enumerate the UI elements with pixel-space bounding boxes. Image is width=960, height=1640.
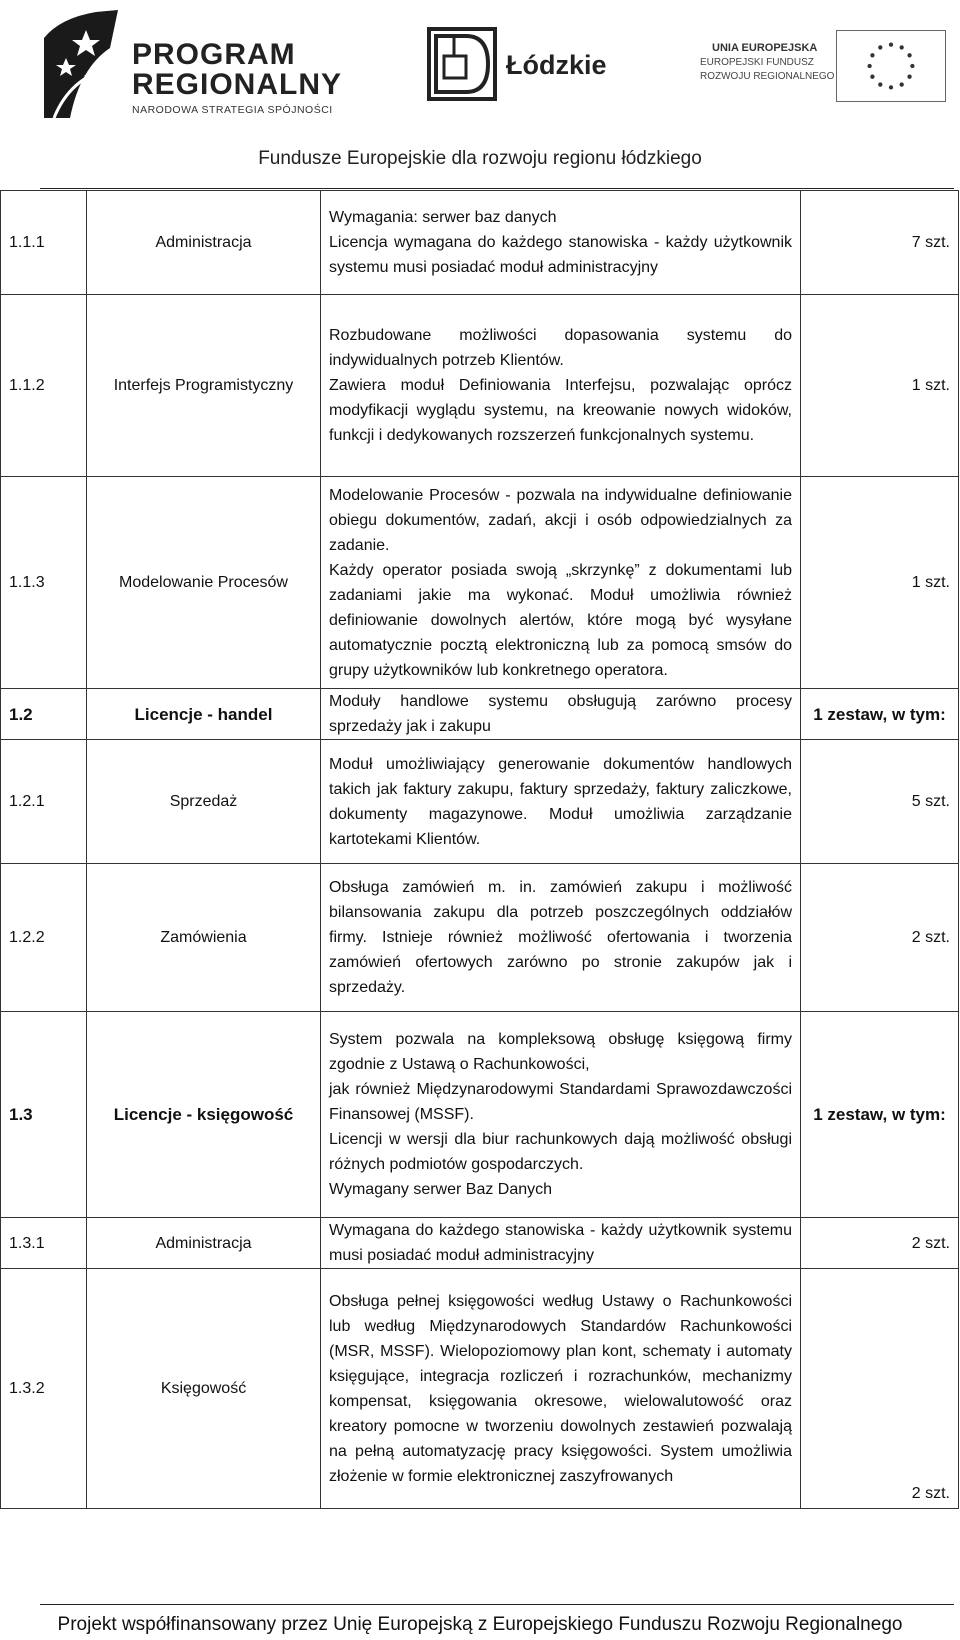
item-name: Sprzedaż xyxy=(87,740,321,864)
item-number: 1.2 xyxy=(1,689,87,740)
item-description xyxy=(321,295,801,477)
item-number: 1.1.1 xyxy=(1,191,87,295)
eu-star-icon xyxy=(878,45,882,49)
description-paragraph: Rozbudowane możliwości dopasowania systemu do indywidualnych potrzeb Klientów. xyxy=(329,327,792,369)
ue-line-2: EUROPEJSKI FUNDUSZ xyxy=(700,57,814,68)
item-number: 1.3.2 xyxy=(1,1269,87,1509)
table-row xyxy=(1,689,959,740)
item-name: Modelowanie Procesów xyxy=(87,477,321,689)
item-quantity: 1 zestaw, w tym: xyxy=(801,1012,959,1218)
table-row xyxy=(1,477,959,689)
item-name: Księgowość xyxy=(87,1269,321,1509)
table-row xyxy=(1,1218,959,1269)
description-paragraph: Obsługa zamówień m. in. zamówień zakupu i możliwość bilansowania zakupu dla potrzeb poszczególnych oddziałów firmy. Istnieje również możliwość ofertowania i tworzenia zamówień ofertowych zarówno po stronie zakupów jak i sprzedaży. xyxy=(329,879,792,996)
item-number: 1.3 xyxy=(1,1012,87,1218)
item-description xyxy=(321,477,801,689)
eu-flag-icon xyxy=(836,30,946,102)
item-description xyxy=(321,1012,801,1218)
item-quantity: 1 zestaw, w tym: xyxy=(801,689,959,740)
description-paragraph: Wymagany serwer Baz Danych xyxy=(329,1181,553,1198)
description-paragraph: Modelowanie Procesów - pozwala na indywidualne definiowanie obiegu dokumentów, zadań, akcji i osób odpowiedzialnych za zadanie. xyxy=(329,486,792,554)
description-paragraph: Licencja wymagana do każdego stanowiska - każdy użytkownik systemu musi posiadać moduł administracyjny xyxy=(329,234,792,276)
specification-table xyxy=(0,190,959,1509)
item-name: Licencje - handel xyxy=(87,689,321,740)
item-number: 1.2.1 xyxy=(1,740,87,864)
item-description xyxy=(321,740,801,864)
program-line-2: REGIONALNY xyxy=(132,68,343,101)
item-name: Zamówienia xyxy=(87,864,321,1012)
program-emblem-icon xyxy=(40,8,120,120)
subheader-title: Fundusze Europejskie dla rozwoju regionu łódzkiego xyxy=(258,148,702,169)
eu-star-icon xyxy=(870,75,874,79)
ue-logo xyxy=(700,30,950,102)
item-name: Administracja xyxy=(87,191,321,295)
table-row xyxy=(1,864,959,1012)
description-paragraph: jak również Międzynarodowymi Standardami Sprawozdawczości Finansowej (MSSF). xyxy=(329,1081,792,1123)
item-name: Licencje - księgowość xyxy=(87,1012,321,1218)
item-number: 1.2.2 xyxy=(1,864,87,1012)
item-description xyxy=(321,191,801,295)
item-number: 1.3.1 xyxy=(1,1218,87,1269)
program-regionalny-logo xyxy=(40,8,380,126)
eu-star-icon xyxy=(907,53,911,57)
program-line-1: PROGRAM xyxy=(132,38,296,71)
eu-star-icon xyxy=(889,85,893,89)
eu-star-icon xyxy=(910,64,914,68)
description-paragraph: Zawiera moduł Definiowania Interfejsu, pozwalając oprócz modyfikacji wyglądu systemu, na kreowanie nowych widoków, funkcji i dedykowanych rozszerzeń funkcjonalnych systemu. xyxy=(329,377,792,444)
item-description xyxy=(321,864,801,1012)
eu-star-icon xyxy=(907,75,911,79)
table-row xyxy=(1,1269,959,1509)
table-row xyxy=(1,191,959,295)
lodzkie-logo xyxy=(426,26,626,102)
description-paragraph: System pozwala na kompleksową obsługę księgową firmy zgodnie z Ustawą o Rachunkowości, xyxy=(329,1031,792,1073)
item-name: Interfejs Programistyczny xyxy=(87,295,321,477)
item-quantity: 7 szt. xyxy=(801,191,959,295)
description-paragraph: Każdy operator posiada swoją „skrzynkę” z dokumentami lub zadaniami jakie ma wykonać. Moduł umożliwia również definiowanie dowolnych alertów, które mogą być wysyłane automatycznie pocztą elektroniczną lub za pomocą smsów do grupy użytkowników lub konkretnego operatora. xyxy=(329,561,792,679)
description-paragraph: Licencji w wersji dla biur rachunkowych dają możliwość obsługi różnych podmiotów gospodarczych. xyxy=(329,1131,792,1173)
table-row xyxy=(1,740,959,864)
description-paragraph: Wymagana do każdego stanowiska - każdy użytkownik systemu musi posiadać moduł administracyjny xyxy=(329,1222,792,1264)
item-quantity: 1 szt. xyxy=(801,295,959,477)
description-paragraph: Moduły handlowe systemu obsługują zarówno procesy sprzedaży jak i zakupu xyxy=(329,693,792,735)
footer-text: Projekt współfinansowany przez Unię Europejską z Europejskiego Funduszu Rozwoju Regionalnego xyxy=(57,1614,903,1635)
description-paragraph: Obsługa pełnej księgowości według Ustawy o Rachunkowości lub według Międzynarodowych Standardów Rachunkowości (MSR, MSSF). Wielopoziomowy plan kont, schematy i automaty księgujące, integracja rozliczeń i rozrachunków, mechanizmy kompensat, księgowania okresowe, wielowalutowość oraz kreatory pomocne w tworzeniu dowolnych zestawień pozwalają na pełną automatyzację pracy księgowości. System umożliwia złożenie w formie elektronicznej zaszyfrowanych xyxy=(329,1292,792,1485)
item-description xyxy=(321,689,801,740)
lodzkie-name: Łódzkie xyxy=(506,50,607,80)
eu-star-icon xyxy=(900,45,904,49)
ue-line-3: ROZWOJU REGIONALNEGO xyxy=(700,71,835,82)
eu-star-icon xyxy=(878,82,882,86)
program-line-3: NARODOWA STRATEGIA SPÓJNOŚCI xyxy=(132,104,333,116)
footer-divider xyxy=(40,1604,954,1605)
item-quantity: 2 szt. xyxy=(801,864,959,1012)
ue-line-1: UNIA EUROPEJSKA xyxy=(712,42,818,54)
eu-star-icon xyxy=(870,53,874,57)
item-quantity: 5 szt. xyxy=(801,740,959,864)
item-description xyxy=(321,1218,801,1269)
item-quantity: 2 szt. xyxy=(801,1218,959,1269)
eu-star-icon xyxy=(889,42,893,46)
description-paragraph: Moduł umożliwiający generowanie dokumentów handlowych takich jak faktury zakupu, faktury sprzedaży, faktury zaliczkowe, dokumenty magazynowe. Moduł umożliwia zarządzanie kartotekami Klientów. xyxy=(329,755,792,848)
table-row xyxy=(1,1012,959,1218)
table-row xyxy=(1,295,959,477)
item-description xyxy=(321,1269,801,1509)
item-number: 1.1.2 xyxy=(1,295,87,477)
description-paragraph: Wymagania: serwer baz danych xyxy=(329,209,557,226)
eu-star-icon xyxy=(900,82,904,86)
item-number: 1.1.3 xyxy=(1,477,87,689)
lodzkie-mark-icon xyxy=(426,26,498,102)
header-logos xyxy=(0,0,960,140)
header-divider xyxy=(40,188,954,189)
item-quantity: 1 szt. xyxy=(801,477,959,689)
eu-star-icon xyxy=(867,64,871,68)
item-name: Administracja xyxy=(87,1218,321,1269)
item-quantity: 2 szt. xyxy=(801,1269,959,1509)
